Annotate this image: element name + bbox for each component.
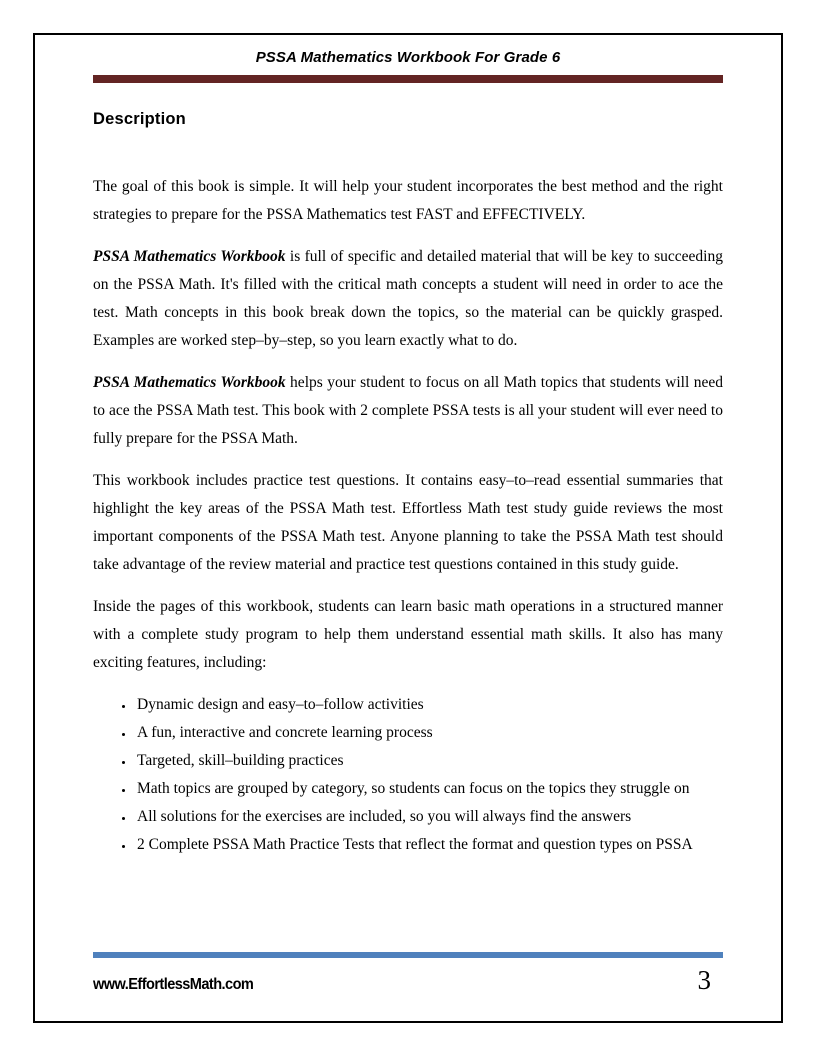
- bullet-item: • Math topics are grouped by category, so students can focus on the topics they struggle on: [135, 775, 723, 803]
- header-accent-bar: [93, 75, 723, 83]
- body-content: [93, 173, 723, 859]
- features-bullet-list: [93, 691, 723, 859]
- footer-row: [93, 967, 723, 994]
- bullet-item: • A fun, interactive and concrete learning process: [135, 719, 723, 747]
- book-title-emphasis: PSSA Mathematics Workbook: [93, 374, 286, 391]
- paragraph-text: is full of specific and detailed material that will be key to succeeding on the PSSA Math. It's filled with the critical math concepts a student will need in order to ace the test. Math concepts in this book break down the topics, so the material can be quickly grasped. Examples are worked step–by–step, so you learn exactly what to do.: [93, 248, 723, 349]
- paragraph-text: Inside the pages of this workbook, students can learn basic math operations in a structured manner with a complete study program to help them understand essential math skills. It also has many exciting features, including:: [93, 598, 723, 671]
- paragraph: [93, 243, 723, 355]
- section-heading: Description: [93, 110, 186, 128]
- running-header-title: PSSA Mathematics Workbook For Grade 6: [255, 49, 561, 66]
- bullet-item: • All solutions for the exercises are included, so you will always find the answers: [135, 803, 723, 831]
- paragraph: [93, 369, 723, 453]
- page-inner: [35, 35, 781, 1021]
- bullet-item: • 2 Complete PSSA Math Practice Tests that reflect the format and question types on PSSA: [135, 831, 723, 859]
- book-title-emphasis: PSSA Mathematics Workbook: [93, 248, 286, 265]
- bullet-item: • Dynamic design and easy–to–follow activities: [135, 691, 723, 719]
- footer-accent-line: [93, 952, 723, 958]
- page-number: 3: [697, 965, 711, 995]
- website-text: www.EffortlessMath.com: [93, 976, 254, 993]
- paragraph-text: helps your student to focus on all Math topics that students will need to ace the PSSA Math test. This book with 2 complete PSSA tests is all your student will ever need to fully prepare for the PSSA Math.: [93, 374, 723, 447]
- page-footer: [93, 952, 723, 994]
- paragraph: [93, 467, 723, 579]
- paragraph-text: The goal of this book is simple. It will help your student incorporates the best method and the right strategies to prepare for the PSSA Mathematics test FAST and EFFECTIVELY.: [93, 178, 723, 223]
- paragraph: [93, 173, 723, 229]
- paragraph-text: This workbook includes practice test questions. It contains easy–to–read essential summaries that highlight the key areas of the PSSA Math test. Effortless Math test study guide reviews the most important components of the PSSA Math test. Anyone planning to take the PSSA Math test should take advantage of the review material and practice test questions contained in this study guide.: [93, 472, 723, 573]
- bullet-item: • Targeted, skill–building practices: [135, 747, 723, 775]
- paragraph: [93, 593, 723, 677]
